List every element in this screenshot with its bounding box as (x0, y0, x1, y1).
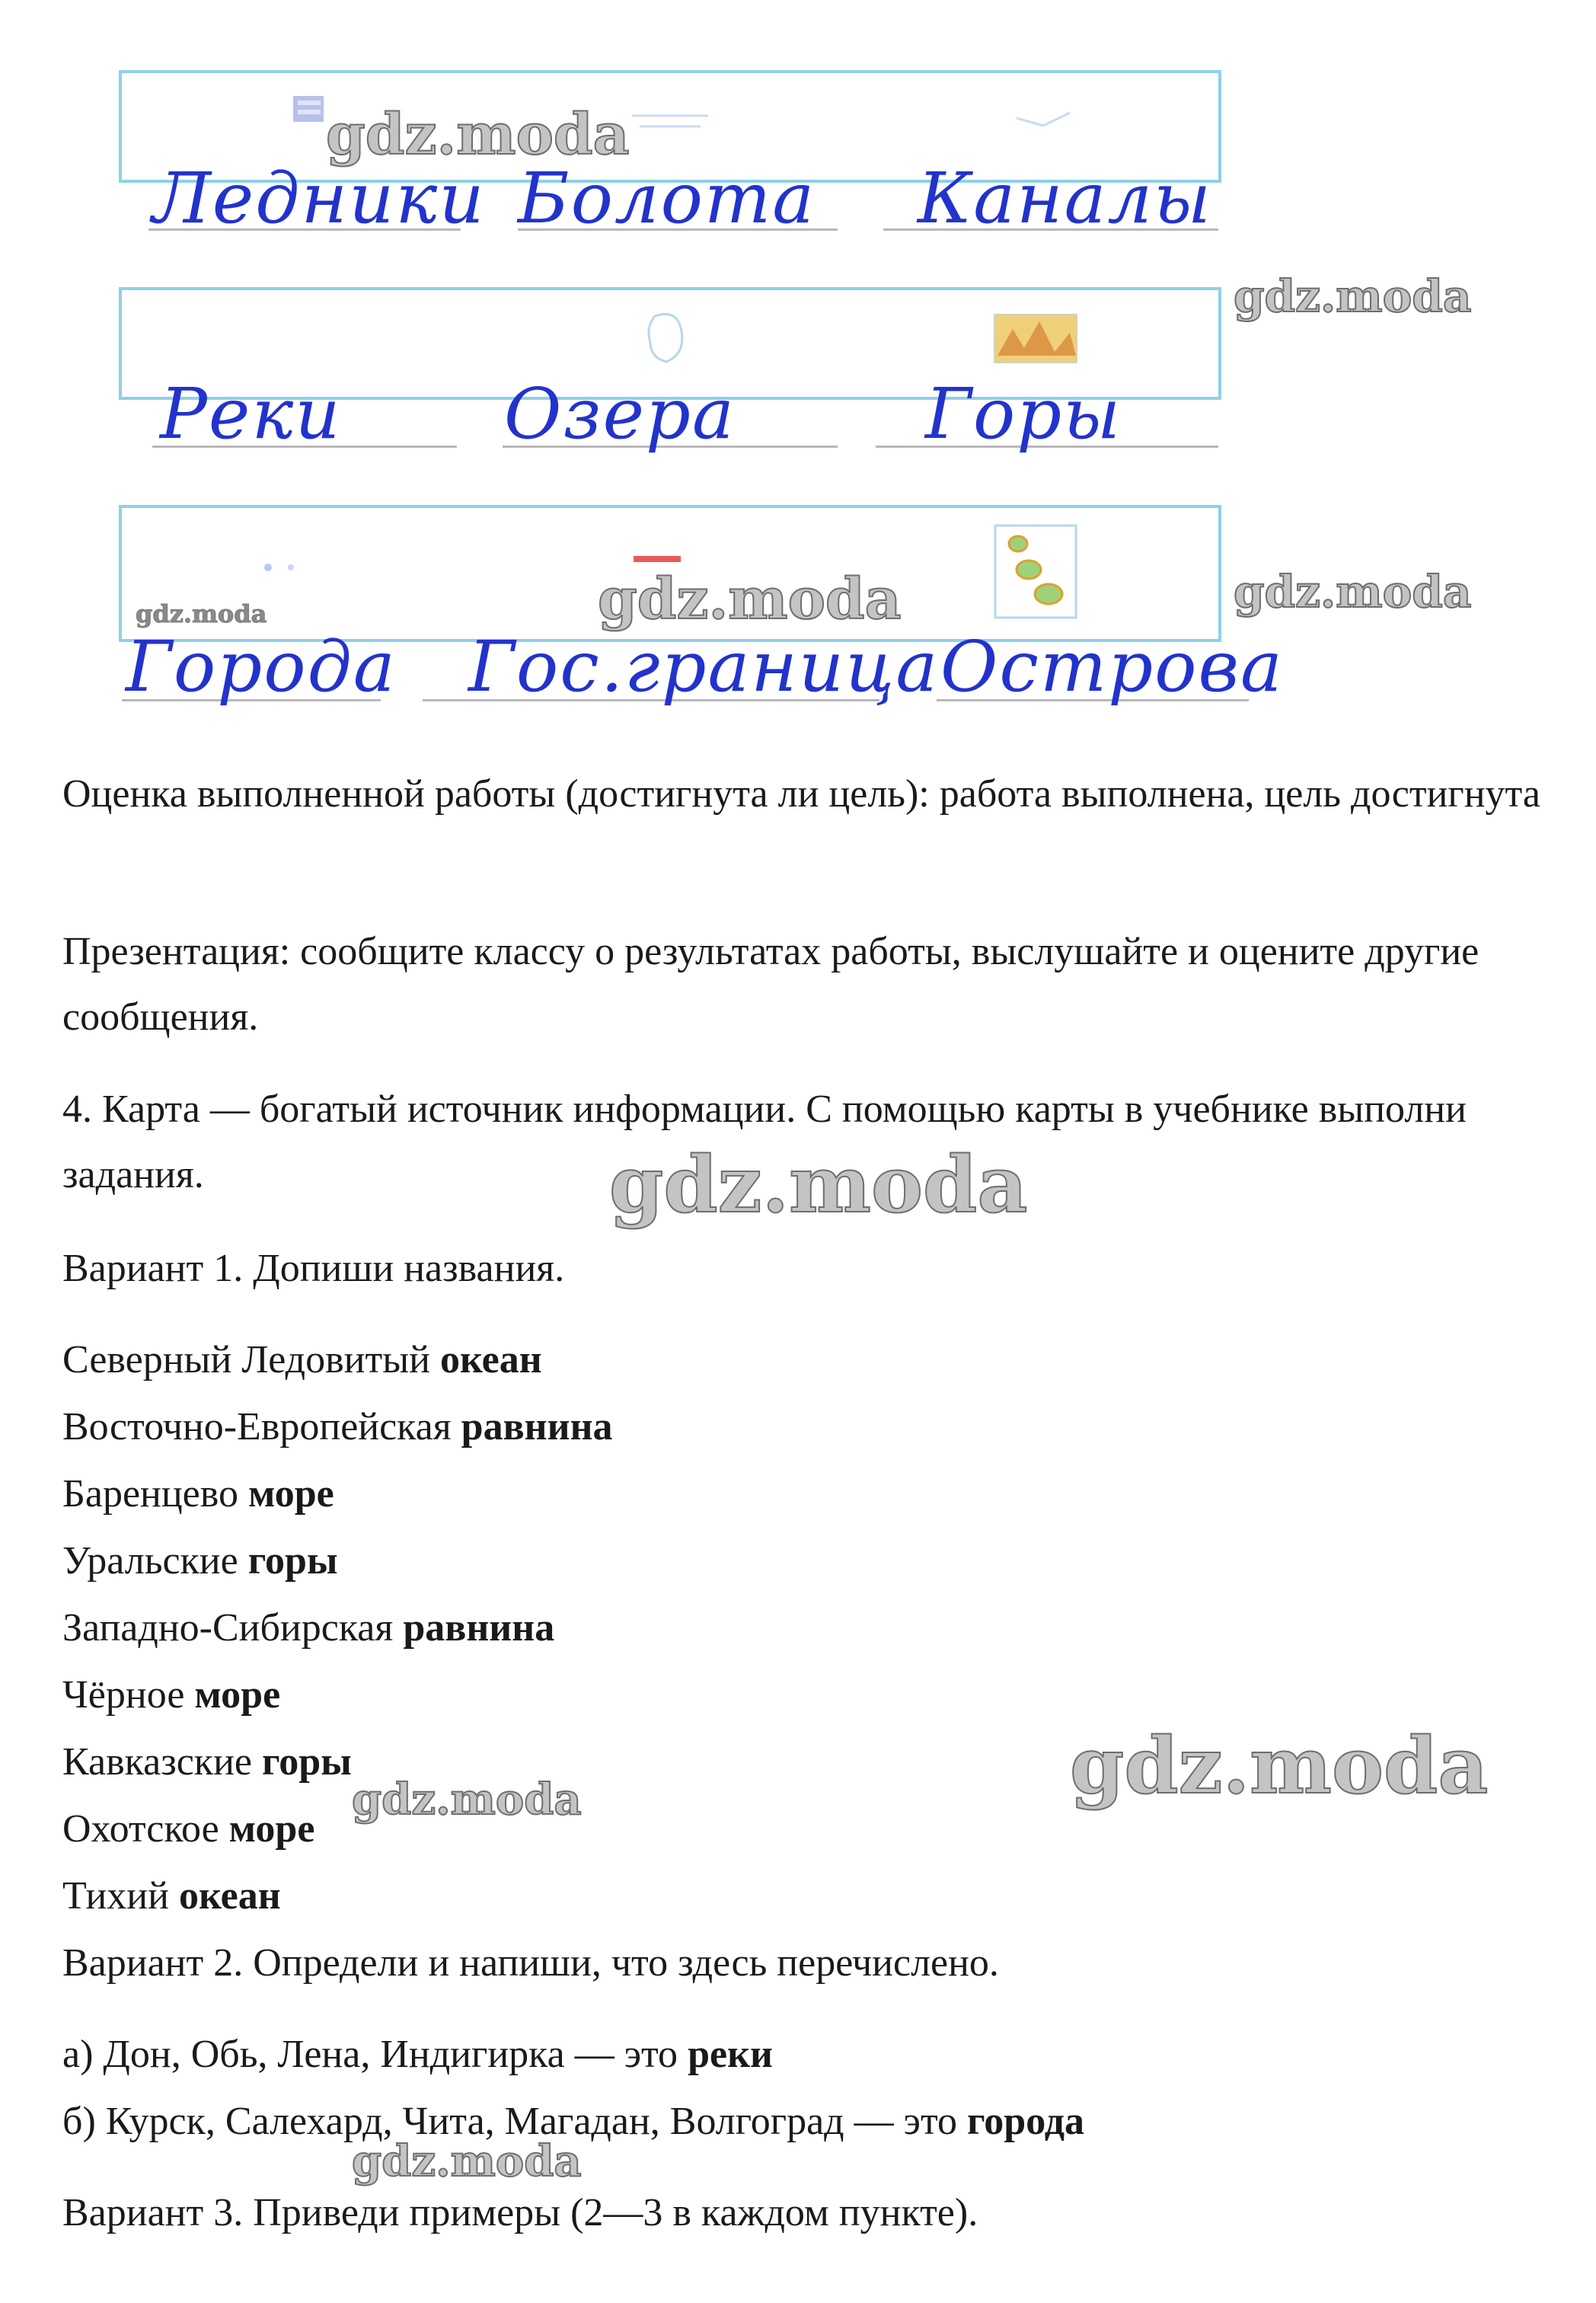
item-name: Западно-Сибирская (62, 1606, 394, 1650)
task-4-paragraph: 4. Карта — богатый источник информации. С помощью карты в учебнике выполни задания. (62, 1088, 1467, 1196)
watermark: gdz.moda (326, 102, 630, 168)
item-answer: реки (688, 2033, 773, 2076)
item-answer: горы (247, 1539, 338, 1583)
variant-1-item (62, 1806, 314, 1852)
variant-1-item (62, 1538, 338, 1584)
watermark: gdz.moda (352, 1774, 582, 1825)
item-answer: океан (439, 1338, 542, 1381)
item-name: Восточно-Европейская (62, 1405, 452, 1449)
item-answer: равнина (403, 1606, 555, 1650)
swamp-icon (624, 107, 716, 137)
variant-1-heading: Вариант 1. Допиши названия. (62, 1247, 565, 1290)
evaluation-paragraph: Оценка выполненной работы (достигнута ли цель): работа выполнена, цель достигнута (62, 772, 1540, 816)
legend-label-state-border: Гос.граница (468, 626, 940, 708)
canal-icon (1013, 107, 1074, 129)
legend-label-islands: Острова (940, 626, 1284, 708)
legend-label-rivers: Реки (160, 373, 342, 455)
item-name: Тихий (62, 1874, 169, 1918)
watermark: gdz.moda (598, 567, 902, 632)
variant-2-item (62, 2099, 1084, 2145)
mountain-icon (994, 314, 1077, 363)
item-name: Кавказские (62, 1740, 252, 1784)
variant-1-item (62, 1672, 280, 1718)
watermark: gdz.moda (609, 1139, 1028, 1231)
legend-label-lakes: Озера (504, 373, 736, 455)
legend-label-canals: Каналы (918, 158, 1213, 239)
watermark: gdz.moda (1234, 270, 1472, 322)
islands-icon (994, 524, 1077, 619)
item-name: Северный Ледовитый (62, 1338, 430, 1381)
item-text: б) Курск, Салехард, Чита, Магадан, Волгоград — это (62, 2100, 957, 2143)
item-answer: океан (178, 1874, 281, 1918)
item-name: Охотское (62, 1807, 219, 1851)
watermark: gdz.moda (1070, 1720, 1489, 1812)
variant-1-item (62, 1337, 542, 1383)
item-answer: море (228, 1807, 315, 1851)
item-answer: море (194, 1673, 281, 1717)
city-icon (259, 560, 305, 575)
item-answer: горы (261, 1740, 352, 1784)
watermark: gdz.moda (136, 599, 267, 628)
legend-label-mountains: Горы (925, 373, 1122, 455)
variant-1-item (62, 1605, 554, 1651)
item-text: а) Дон, Обь, Лена, Индигирка — это (62, 2033, 678, 2076)
legend-label-cities: Города (126, 626, 397, 708)
variant-1-item (62, 1471, 334, 1517)
variant-1-item (62, 1739, 352, 1785)
item-name: Чёрное (62, 1673, 185, 1717)
legend-label-glaciers: Ледники (152, 158, 486, 239)
presentation-paragraph: Презентация: сообщите классу о результатах работы, выслушайте и оцените другие сообщения. (62, 930, 1479, 1039)
glacier-icon (247, 91, 331, 137)
variant-1-item (62, 1404, 613, 1450)
watermark: gdz.moda (1234, 566, 1472, 618)
variant-1-item (62, 1873, 281, 1919)
watermark: gdz.moda (352, 2136, 582, 2186)
item-name: Уральские (62, 1539, 238, 1583)
item-answer: равнина (461, 1405, 613, 1449)
item-name: Баренцево (62, 1472, 238, 1516)
border-icon (634, 554, 687, 565)
item-answer: города (966, 2100, 1085, 2143)
variant-2-item (62, 2032, 773, 2078)
item-answer: море (247, 1472, 334, 1516)
lake-icon (640, 308, 693, 369)
variant-3-heading: Вариант 3. Приведи примеры (2—3 в каждом пункте). (62, 2191, 978, 2234)
legend-label-swamps: Болота (518, 158, 816, 239)
variant-2-heading: Вариант 2. Определи и напиши, что здесь перечислено. (62, 1941, 999, 1985)
map-legend-scan (0, 0, 1596, 746)
